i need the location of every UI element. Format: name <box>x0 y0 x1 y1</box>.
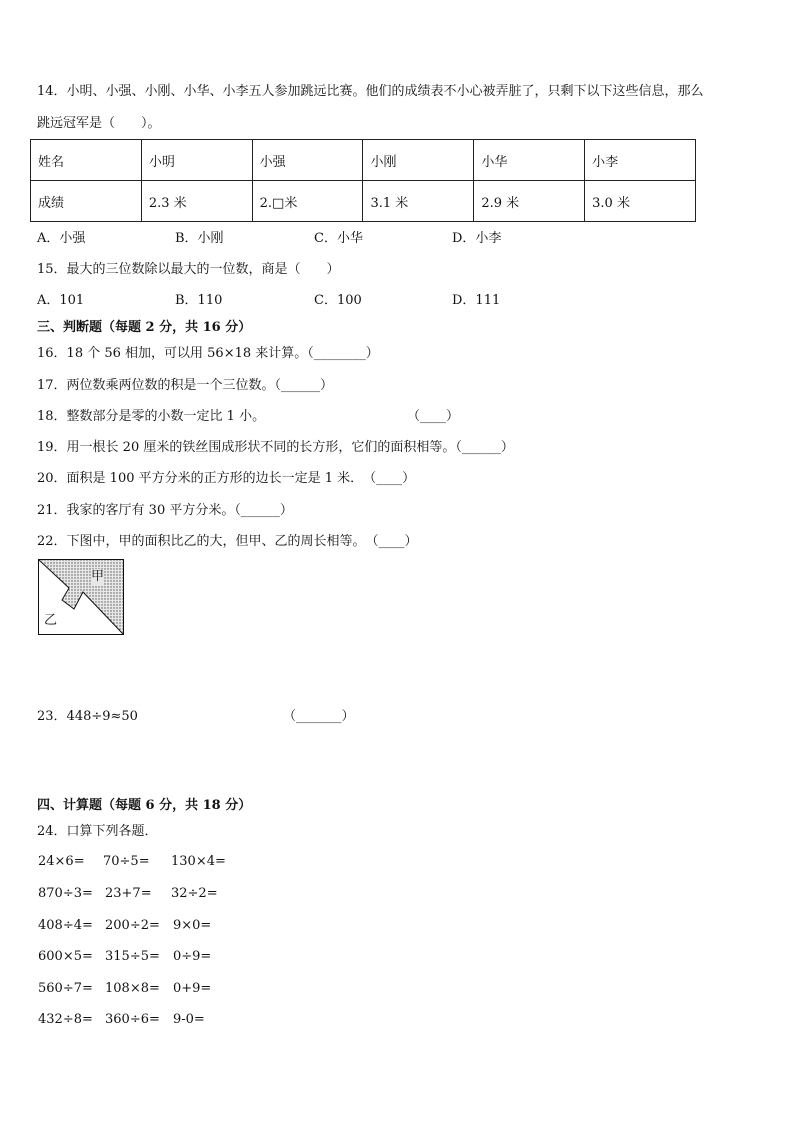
q14-line1: 14．小明、小强、小刚、小华、小李五人参加跳远比赛。他们的成绩表不小心被弄脏了，只剩下以下这些信息，那么 <box>37 84 704 99</box>
q24-text: 24．口算下列各题． <box>37 824 158 839</box>
table-cell: 姓名 <box>31 140 142 181</box>
table-cell: 小华 <box>474 140 585 181</box>
section4-title: 四、计算题（每题 6 分，共 18 分） <box>37 798 252 813</box>
q14-line2: 跳远冠军是（ ）。 <box>37 116 161 131</box>
table-cell: 2.□米 <box>252 181 363 222</box>
table-cell: 2.9 米 <box>474 181 585 222</box>
calc-row <box>38 854 338 870</box>
q14-option-a[interactable]: A．小强 <box>37 231 86 246</box>
table-cell: 小刚 <box>363 140 474 181</box>
calc-item: 70÷5= <box>103 854 150 869</box>
q22-figure <box>38 559 124 635</box>
calc-item: 9×0= <box>173 918 212 933</box>
table-cell: 3.0 米 <box>585 181 696 222</box>
calc-item: 560÷7= <box>38 981 93 996</box>
calc-item: 23+7= <box>105 886 152 901</box>
calc-item: 130×4= <box>171 854 226 869</box>
label-jia: 甲 <box>91 569 105 584</box>
table-row-header <box>31 140 696 181</box>
table-cell: 小明 <box>141 140 252 181</box>
calc-item: 408÷4= <box>38 918 93 933</box>
q16-text: 16．18 个 56 相加，可以用 56×18 来计算。（________） <box>37 346 379 361</box>
q22-text: 22．下图中，甲的面积比乙的大，但甲、乙的周长相等。 （____） <box>37 534 418 549</box>
q17-text: 17．两位数乘两位数的积是一个三位数。（______） <box>37 378 334 393</box>
calc-item: 870÷3= <box>38 886 93 901</box>
q21-text: 21．我家的客厅有 30 平方分米。（______） <box>37 503 293 518</box>
calc-item: 9-0= <box>173 1012 205 1027</box>
q19-text: 19．用一根长 20 厘米的铁丝围成形状不同的长方形，它们的面积相等。（______） <box>37 440 514 455</box>
q15-text: 15．最大的三位数除以最大的一位数，商是（ ） <box>37 262 340 277</box>
calc-item: 432÷8= <box>38 1012 93 1027</box>
q18-text: 18．整数部分是零的小数一定比 1 小。 <box>37 409 266 424</box>
calc-row <box>38 886 338 902</box>
calc-item: 32÷2= <box>171 886 218 901</box>
q14-option-d[interactable]: D．小李 <box>452 231 502 246</box>
q15-option-d[interactable]: D．111 <box>452 293 501 308</box>
table-cell: 小强 <box>252 140 363 181</box>
calc-row <box>38 981 338 997</box>
calc-item: 360÷6= <box>105 1012 160 1027</box>
q14-option-c[interactable]: C．小华 <box>314 231 363 246</box>
calc-row <box>38 1012 338 1028</box>
q15-options <box>37 293 657 309</box>
q15-option-a[interactable]: A．101 <box>37 293 85 308</box>
calc-item: 200÷2= <box>105 918 160 933</box>
table-cell: 成绩 <box>31 181 142 222</box>
calc-item: 0÷9= <box>173 949 212 964</box>
q20-text: 20．面积是 100 平方分米的正方形的边长一定是 1 米． （____） <box>37 471 416 486</box>
calc-item: 0+9= <box>173 981 212 996</box>
calc-item: 600×5= <box>38 949 93 964</box>
table-cell: 小李 <box>585 140 696 181</box>
calc-item: 24×6= <box>38 854 85 869</box>
q14-options <box>37 231 657 247</box>
section3-title: 三、判断题（每题 2 分，共 16 分） <box>37 320 252 335</box>
calc-item: 108×8= <box>105 981 160 996</box>
table-cell: 3.1 米 <box>363 181 474 222</box>
table-cell: 2.3 米 <box>141 181 252 222</box>
label-yi: 乙 <box>44 613 58 628</box>
q15-option-b[interactable]: B．110 <box>175 293 223 308</box>
q23-blank[interactable]: （_______） <box>283 709 355 724</box>
q23-text: 23．448÷9≈50 <box>37 709 138 724</box>
calc-row <box>38 918 338 934</box>
q18-blank[interactable]: （____） <box>407 409 460 424</box>
q15-option-c[interactable]: C．100 <box>314 293 362 308</box>
calc-row <box>38 949 338 965</box>
q14-option-b[interactable]: B．小刚 <box>175 231 224 246</box>
table-row-scores <box>31 181 696 222</box>
calc-item: 315÷5= <box>105 949 160 964</box>
score-table <box>30 139 696 222</box>
